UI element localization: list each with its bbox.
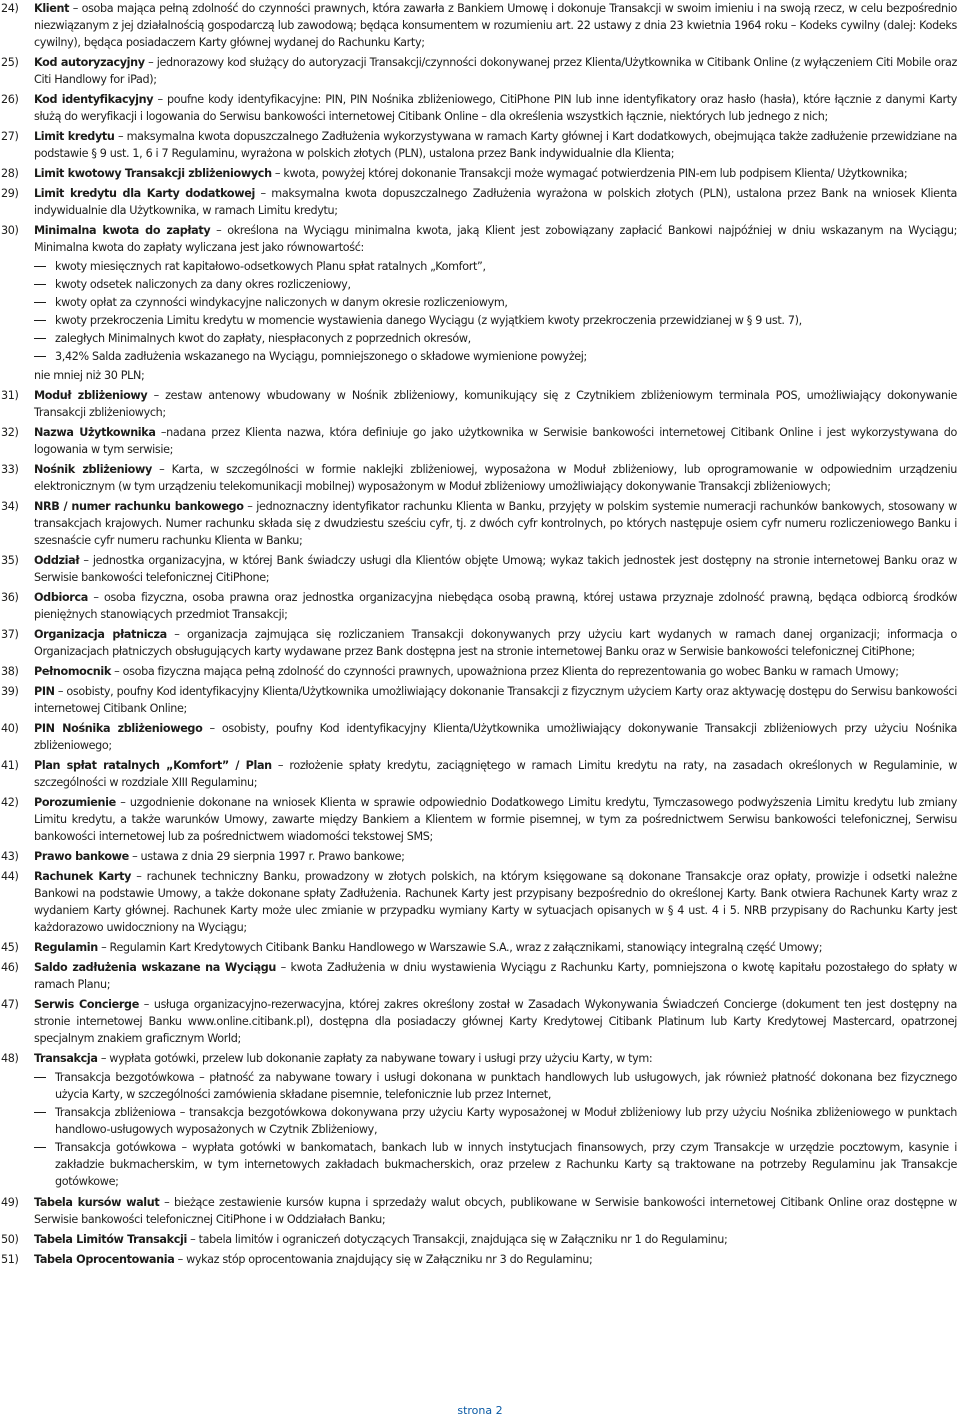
definition-number: 33): [1, 463, 19, 476]
definition-number: 32): [1, 426, 19, 439]
definition-term: PIN: [34, 685, 55, 698]
definition-item: [0, 683, 957, 717]
definition-text: – jednostka organizacyjna, w której Bank świadczy usługi dla Klientów objęte Umową; wykaz takich jednostek jest dostępny na stronie internetowej Banku oraz w Serwisie bankowości telefonicznej CitiPhone;: [34, 554, 957, 584]
definition-term: Saldo zadłużenia wskazane na Wyciągu: [34, 961, 277, 974]
definition-text: – maksymalna kwota dopuszczalnego Zadłużenia wyrażona w polskich złotych (PLN), ustalona przez Bank na wniosek Klienta indywidualnie dla Użytkownika, w ramach Limitu kredytu;: [34, 187, 957, 217]
definition-item: [0, 794, 957, 845]
definition-item: [0, 461, 957, 495]
definition-number: 47): [1, 998, 19, 1011]
definition-term: Oddział: [34, 554, 80, 567]
definition-item: [0, 1194, 957, 1228]
definition-item: [0, 757, 957, 791]
definition-number: 37): [1, 628, 19, 641]
definition-text: – określona na Wyciągu minimalna kwota, jaką Klient jest zobowiązany zapłacić Bankowi najpóźniej w dniu wskazanym na Wyciągu; Minimalna kwota do zapłaty wyliczana jest jako równowartość:: [34, 224, 958, 254]
definition-closing: nie mniej niż 30 PLN;: [34, 369, 145, 382]
definition-text: – rozłożenie spłaty kredytu, zaciągniętego w ramach Limitu kredytu na raty, na zasadach określonych w Regulaminie, w szczególności w rozdziale XIII Regulaminu;: [34, 759, 958, 789]
definition-content: [34, 387, 957, 421]
sub-list-item: Transakcja zbliżeniowa – transakcja bezgotówkowa dokonywana przy użyciu Karty wyposażonej w Moduł zbliżeniowy lub przy użyciu Nośnika zbliżeniowego w punktach handlowo-usługowych wyposażonych w Czytnik Zbliżeniowy,: [34, 1104, 957, 1138]
definition-content: [34, 589, 957, 623]
definition-content: [34, 552, 957, 586]
definition-number: 28): [1, 167, 19, 180]
definition-content: [34, 794, 957, 845]
definition-content: [34, 54, 957, 88]
definition-text: – rachunek techniczny Banku, prowadzony w złotych polskich, na którym księgowane są dokonane Transakcje oraz opłaty, prowizje i odsetki należne Bankowi na podstawie Umowy, a także dokonane spłaty Zadłużenia. Rachunek Karty jest przypisany bezpośrednio do określonej Karty. Bank otwiera Rachunek Karty wraz z wydaniem Karty głównej. Rachunek Karty może ulec zmianie w przypadku wymiany Karty w sytuacjach opisanych w § 4 ust. 4 i 5. NRB przypisany do Rachunku Karty jest każdorazowo uwidoczniony na Wyciągu;: [34, 870, 957, 934]
definition-number: 49): [1, 1196, 19, 1209]
definition-text: – wypłata gotówki, przelew lub dokonanie zapłaty za nabywane towary i usługi przy użyciu Karty, w tym:: [97, 1052, 653, 1065]
definition-number: 46): [1, 961, 19, 974]
definition-number: 26): [1, 93, 19, 106]
definition-item: [0, 663, 957, 680]
definition-item: [0, 959, 957, 993]
definition-item: [0, 0, 957, 51]
definition-content: [34, 1050, 957, 1191]
definition-text: – osobisty, poufny Kod identyfikacyjny Klienta/Użytkownika umożliwiający dokonywanie Transakcji zbliżeniowych przy użyciu Nośnika zbliżeniowego;: [34, 722, 957, 752]
definition-term: Odbiorca: [34, 591, 88, 604]
definition-text: – osoba fizyczna, osoba prawna oraz jednostka organizacyjna niebędąca osobą prawną, której ustawa przyznaje zdolność prawną, będąca odbiorcą środków pieniężnych stanowiących przedmiot Transakcji;: [34, 591, 957, 621]
definition-number: 40): [1, 722, 19, 735]
definition-term: Kod identyfikacyjny: [34, 93, 154, 106]
sub-list-item: kwoty przekroczenia Limitu kredytu w momencie wystawienia danego Wyciągu (z wyjątkiem kwoty przekroczenia przewidzianej w § 9 ust. 7),: [34, 312, 957, 329]
page-number: strona 2: [457, 1404, 503, 1417]
definition-term: Plan spłat ratalnych „Komfort” / Plan: [34, 759, 272, 772]
definition-text: – osoba fizyczna mająca pełną zdolność do czynności prawnych, upoważniona przez Klienta do reprezentowania go wobec Banku w ramach Umowy;: [110, 665, 899, 678]
definition-content: [34, 1251, 957, 1268]
definition-number: 50): [1, 1233, 19, 1246]
definition-number: 48): [1, 1052, 19, 1065]
sub-list: [34, 1069, 957, 1190]
definition-text: – osoba mająca pełną zdolność do czynności prawnych, która zawarła z Bankiem Umowę i dokonuje Transakcji w swoim imieniu i na swoją rzecz, w celu bezpośrednio niezwiązanym z jej działalnością gospodarczą lub zawodową; będąca konsumentem w rozumieniu art. 22 ustawy z dnia 23 kwietnia 1964 roku – Kodeks cywilny (dalej: Kodeks cywilny), będąca posiadaczem Karty głównej wydanej do Rachunku Karty;: [34, 2, 957, 49]
definition-number: 35): [1, 554, 19, 567]
definition-term: Minimalna kwota do zapłaty: [34, 224, 211, 237]
definition-item: [0, 185, 957, 219]
sub-list-item: zaległych Minimalnych kwot do zapłaty, niespłaconych z poprzednich okresów,: [34, 330, 957, 347]
sub-list-item: Transakcja gotówkowa – wypłata gotówki w bankomatach, bankach lub w innych instytucjach finansowych, przy czym Transakcje w urzędzie pocztowym, kasynie i zakładzie bukmacherskim, w tym internetowych zakładach bukmacherskich, oraz przelew z Rachunku Karty są traktowane na potrzeby Regulaminu jak Transakcje gotówkowe;: [34, 1139, 957, 1190]
definition-term: Prawo bankowe: [34, 850, 129, 863]
definition-item: [0, 848, 957, 865]
definition-text: – kwota Zadłużenia w dniu wystawienia Wyciągu z Rachunku Karty, pomniejszona o kwotę kapitału pozostałego do spłaty w ramach Planu;: [34, 961, 958, 991]
definition-item: [0, 424, 957, 458]
definition-item: [0, 498, 957, 549]
sub-list-item: kwoty opłat za czynności windykacyjne naliczonych w danym okresie rozliczeniowym,: [34, 294, 957, 311]
definition-content: [34, 683, 957, 717]
definition-content: [34, 868, 957, 936]
definition-content: [34, 165, 957, 182]
definition-text: –nadana przez Klienta nazwa, która definiuje go jako użytkownika w Serwisie bankowości internetowej Citibank Online i jest wykorzystywana do logowania w tym serwisie;: [34, 426, 957, 456]
sub-list-item: kwoty miesięcznych rat kapitałowo-odsetkowych Planu spłat ratalnych „Komfort”,: [34, 258, 957, 275]
definition-number: 29): [1, 187, 19, 200]
definition-content: [34, 0, 957, 51]
definition-number: 31): [1, 389, 19, 402]
definition-content: [34, 1194, 957, 1228]
definition-text: – kwota, powyżej której dokonanie Transakcji może wymagać potwierdzenia PIN-em lub podpisem Klienta/ Użytkownika;: [271, 167, 908, 180]
definition-term: NRB / numer rachunku bankowego: [34, 500, 244, 513]
sub-list-item: 3,42% Salda zadłużenia wskazanego na Wyciągu, pomniejszonego o składowe wymienione powyżej;: [34, 348, 957, 365]
definition-content: [34, 1231, 957, 1248]
definition-content: [34, 185, 957, 219]
definition-content: [34, 939, 957, 956]
definition-number: 27): [1, 130, 19, 143]
definition-text: – Regulamin Kart Kredytowych Citibank Banku Handlowego w Warszawie S.A., wraz z załącznikami, stanowiący integralną część Umowy;: [97, 941, 823, 954]
definition-item: [0, 1050, 957, 1191]
definition-item: [0, 1251, 957, 1268]
definition-term: Moduł zbliżeniowy: [34, 389, 148, 402]
definition-term: Tabela kursów walut: [34, 1196, 160, 1209]
definition-item: [0, 589, 957, 623]
definition-text: – zestaw antenowy wbudowany w Nośnik zbliżeniowy, komunikujący się z Czytnikiem zbliżeniowym terminala POS, umożliwiający dokonywanie Transakcji zbliżeniowych;: [34, 389, 957, 419]
definition-content: [34, 663, 957, 680]
sub-list: [34, 258, 957, 365]
definition-number: 30): [1, 224, 19, 237]
definition-content: [34, 424, 957, 458]
definition-number: 51): [1, 1253, 19, 1266]
definition-term: Kod autoryzacyjny: [34, 56, 145, 69]
definition-term: Tabela Limitów Transakcji: [34, 1233, 187, 1246]
definition-item: [0, 552, 957, 586]
definition-number: 41): [1, 759, 19, 772]
definition-term: Limit kredytu dla Karty dodatkowej: [34, 187, 255, 200]
definition-term: PIN Nośnika zbliżeniowego: [34, 722, 203, 735]
definition-term: Klient: [34, 2, 70, 15]
definition-text: – organizacja zajmująca się rozliczaniem Transakcji dokonywanych przy użyciu kart wydanych w ramach danej organizacji; informacja o Organizacjach płatniczych obsługujących karty wydawane przez Bank dostępna jest na stronie internetowej Banku oraz w Serwisie bankowości telefonicznej CitiPhone;: [34, 628, 957, 658]
definition-term: Limit kredytu: [34, 130, 115, 143]
definition-text: – poufne kody identyfikacyjne: PIN, PIN Nośnika zbliżeniowego, CitiPhone PIN lub inne identyfikatory oraz hasło (hasła), które łącznie z danymi Karty służą do weryfikacji i logowania do Serwisu bankowości internetowej Citibank Online – dla określenia wszystkich łącznie, niektórych lub jednego z nich;: [34, 93, 958, 123]
definition-item: [0, 1231, 957, 1248]
sub-list-item: kwoty odsetek naliczonych za dany okres rozliczeniowy,: [34, 276, 957, 293]
definition-item: [0, 91, 957, 125]
definition-item: [0, 165, 957, 182]
definition-term: Serwis Concierge: [34, 998, 139, 1011]
definition-content: [34, 720, 957, 754]
definition-content: [34, 757, 957, 791]
definition-term: Regulamin: [34, 941, 98, 954]
definition-term: Organizacja płatnicza: [34, 628, 167, 641]
definition-item: [0, 868, 957, 936]
definition-number: 34): [1, 500, 19, 513]
definition-term: Nośnik zbliżeniowy: [34, 463, 152, 476]
definition-text: – bieżące zestawienie kursów kupna i sprzedaży walut obcych, publikowane w Serwisie bankowości internetowej Citibank Online oraz dostępne w Serwisie bankowości telefonicznej CitiPhone i w Oddziałach Banku;: [34, 1196, 957, 1226]
definition-content: [34, 498, 957, 549]
definition-text: – jednoznaczny identyfikator rachunku Klienta w Banku, przyjęty w polskim systemie numeracji rachunków bankowych, stosowany w transakcjach krajowych. Numer rachunku składa się z dwudziestu sześciu cyfr, tj. z dwóch cyfr kontrolnych, po których następuje osiem cyfr numeru rozliczeniowego Banku i szesnaście cyfr numeru rachunku Klienta w Banku;: [34, 500, 957, 547]
definition-term: Porozumienie: [34, 796, 116, 809]
definition-content: [34, 128, 957, 162]
definition-number: 42): [1, 796, 19, 809]
definition-number: 36): [1, 591, 19, 604]
definition-text: – wykaz stóp oprocentowania znajdujący się w Załączniku nr 3 do Regulaminu;: [174, 1253, 593, 1266]
definition-content: [34, 91, 957, 125]
definition-text: – jednorazowy kod służący do autoryzacji Transakcji/czynności dokonywanej przez Klienta/Użytkownika w Citibank Online (z wyłączeniem Citi Mobile oraz Citi Handlowy for iPad);: [34, 56, 957, 86]
sub-list-item: Transakcja bezgotówkowa – płatność za nabywane towary i usługi dokonana w punktach handlowych lub usługowych, jak również płatność dokonana bez fizycznego użycia Karty, w szczególności zamówienia składane pisemnie, telefonicznie lub przez Internet,: [34, 1069, 957, 1103]
definition-text: – osobisty, poufny Kod identyfikacyjny Klienta/Użytkownika umożliwiający dokonanie Transakcji z fizycznym użyciem Karty oraz aktywację dostępu do Serwisu bankowości internetowej Citibank Online;: [34, 685, 957, 715]
definition-text: – tabela limitów i ograniczeń dotyczących Transakcji, znajdująca się w Załączniku nr 1 do Regulaminu;: [186, 1233, 728, 1246]
definition-item: [0, 128, 957, 162]
definition-item: [0, 720, 957, 754]
definition-number: 39): [1, 685, 19, 698]
definition-item: [0, 626, 957, 660]
definition-content: [34, 996, 957, 1047]
definition-number: 24): [1, 2, 19, 15]
definition-term: Tabela Oprocentowania: [34, 1253, 175, 1266]
definition-text: – ustawa z dnia 29 sierpnia 1997 r. Prawo bankowe;: [128, 850, 405, 863]
definition-content: [34, 461, 957, 495]
definition-text: – uzgodnienie dokonane na wniosek Klienta w sprawie odpowiednio Dodatkowego Limitu kredytu, Tymczasowego podwyższenia Limitu kredytu lub zmiany Limitu kredytu, a także warunków Umowy, zawarte między Bankiem a Klientem w formie pisemnej, w tym za pośrednictwem Serwisu bankowości telefonicznej, Serwisu bankowości internetowej lub za pośrednictwem wiadomości tekstowej SMS;: [34, 796, 957, 843]
definition-text: – Karta, w szczególności w formie naklejki zbliżeniowej, wyposażona w Moduł zbliżeniowy, lub oprogramowanie w odpowiednim urządzeniu elektronicznym (w tym urządzeniu telekomunikacji mobilnej) wyposażonym w Moduł zbliżeniowy umożliwiający dokonywanie Transakcji zbliżeniowych;: [34, 463, 957, 493]
definition-number: 43): [1, 850, 19, 863]
definition-number: 25): [1, 56, 19, 69]
definition-term: Transakcja: [34, 1052, 98, 1065]
definition-item: [0, 939, 957, 956]
definition-term: Limit kwotowy Transakcji zbliżeniowych: [34, 167, 272, 180]
definition-content: [34, 626, 957, 660]
definition-term: Nazwa Użytkownika: [34, 426, 156, 439]
definition-number: 45): [1, 941, 19, 954]
definition-content: [34, 222, 957, 384]
definition-item: [0, 996, 957, 1047]
definition-item: [0, 222, 957, 384]
definition-text: – usługa organizacyjno-rezerwacyjna, której zakres określony został w Zasadach Wykonywania Świadczeń Concierge (dokument ten jest dostępny na stronie internetowej Banku www.online.citibank.pl), dostępna dla posiadaczy głównej Karty Kredytowej Citibank Platinum lub Karty Kredytowej Mastercard, opatrzonej specjalnym znakiem graficznym World;: [34, 998, 957, 1045]
definition-number: 44): [1, 870, 19, 883]
definition-item: [0, 54, 957, 88]
definition-content: [34, 959, 957, 993]
definition-content: [34, 848, 957, 865]
definition-term: Pełnomocnik: [34, 665, 111, 678]
definition-number: 38): [1, 665, 19, 678]
definition-text: – maksymalna kwota dopuszczalnego Zadłużenia wykorzystywana w ramach Karty głównej i Kart dodatkowych, obejmująca także zadłużenie przewidziane na podstawie § 9 ust. 1, 6 i 7 Regulaminu, wyrażona w polskich złotych (PLN), ustalona przez Bank indywidualnie dla Klienta;: [34, 130, 957, 160]
definition-item: [0, 387, 957, 421]
definition-term: Rachunek Karty: [34, 870, 132, 883]
